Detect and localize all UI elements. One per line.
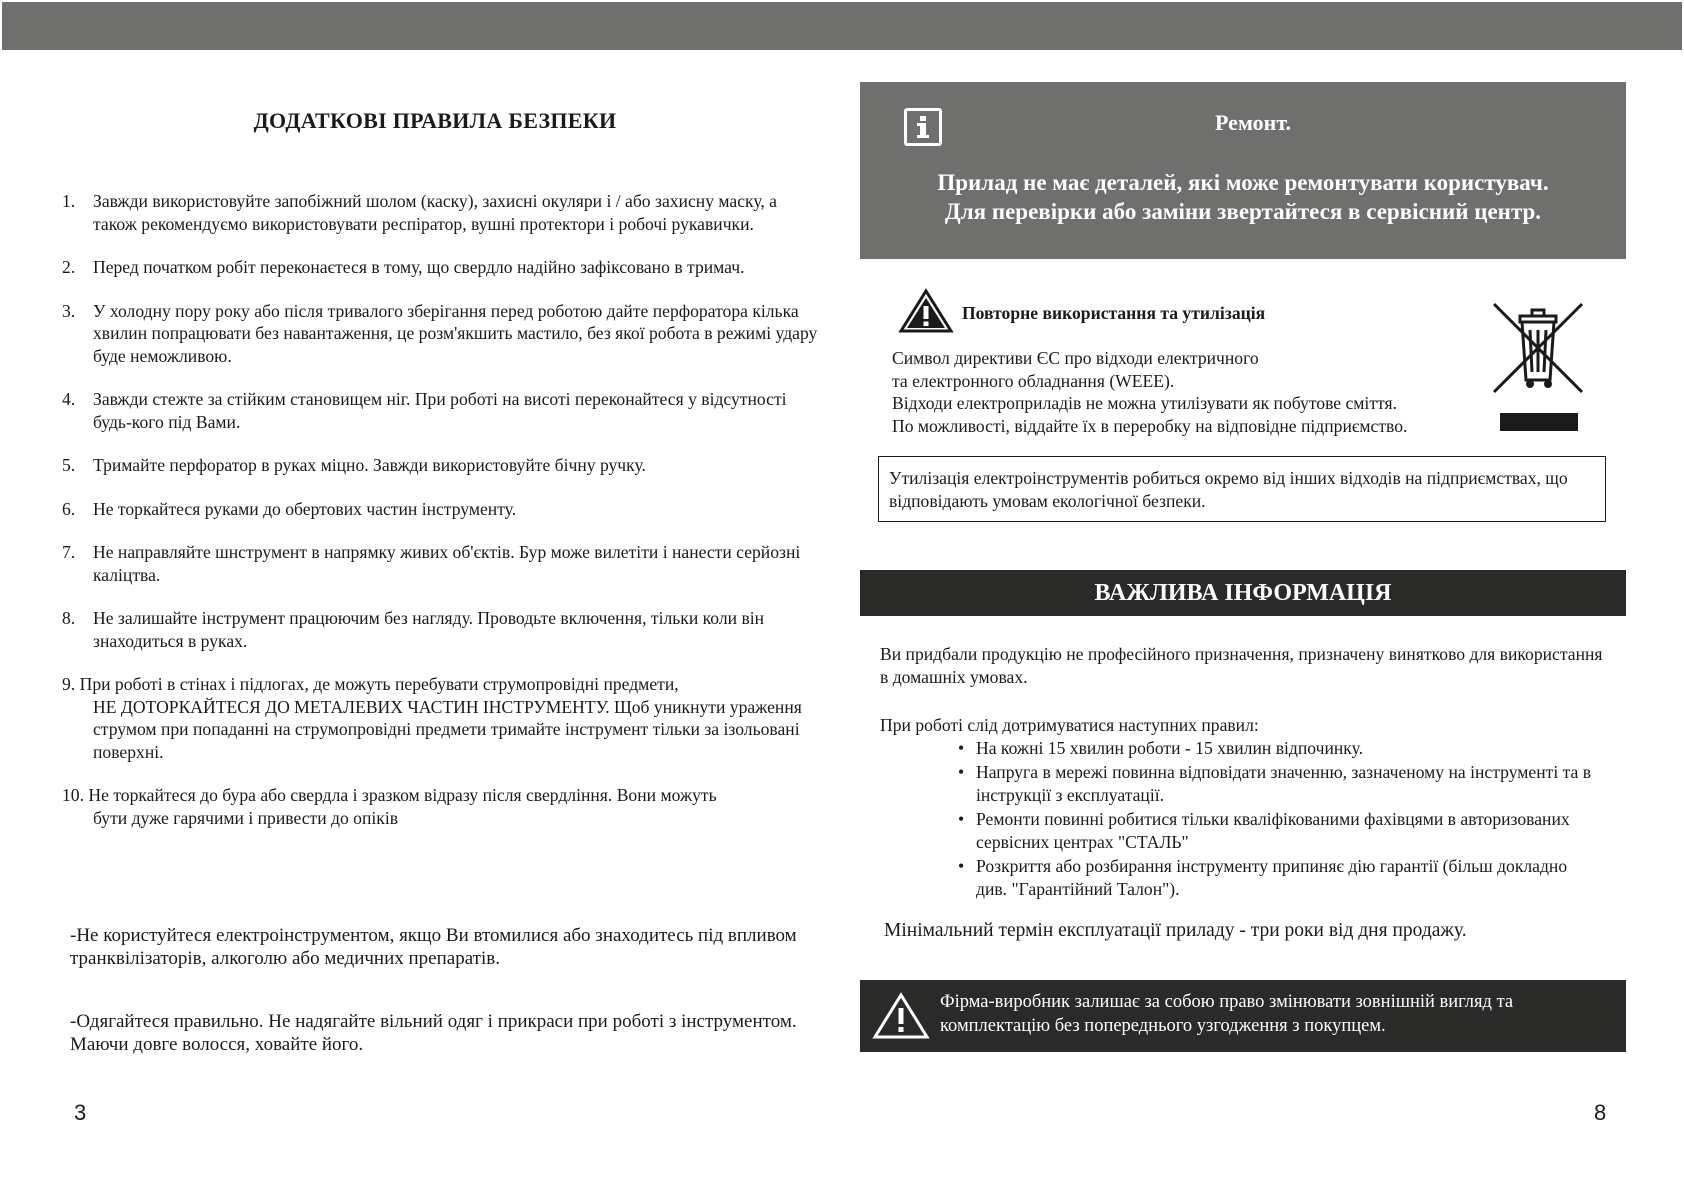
repair-line-2: Для перевірки або заміни звертайтеся в сервісний центр. xyxy=(944,199,1542,224)
rule-item xyxy=(62,300,822,368)
rule-item xyxy=(62,190,822,235)
page-title: ДОДАТКОВІ ПРАВИЛА БЕЗПЕКИ xyxy=(253,108,617,133)
top-header-bar xyxy=(2,2,1682,50)
repair-line-1: Прилад не має деталей, які може ремонтувати користувач. xyxy=(937,170,1549,195)
repair-panel xyxy=(860,82,1626,259)
weee-line: Відходи електроприладів не можна утилізувати як побутове сміття. xyxy=(892,393,1397,413)
fatigue-note: -Не користуйтеся електроінструментом, якщо Ви втомилися або знаходитесь під впливом транквілізаторів, алкоголю або медичних препаратів. xyxy=(70,925,797,969)
manufacturer-notice-text: Фірма-виробник залишає за собою право змінювати зовнішній вигляд та комплектацію без попереднього узгодження з покупцем. xyxy=(940,992,1514,1036)
product-purpose-text: Ви придбали продукцію не професійного призначення, призначену винятково для використання в домашніх умовах. xyxy=(880,644,1603,687)
rule-text-rest: НЕ ДОТОРКАЙТЕСЯ ДО МЕТАЛЕВИХ ЧАСТИН ІНСТРУМЕНТУ. Щоб уникнути ураження струмом при попаданні на струмопровідні предмети тримайте інструмент тільки за ізольовані поверхні. xyxy=(93,696,802,762)
minimum-service-life: Мінімальний термін експлуатації приладу - три роки від дня продажу. xyxy=(884,920,1467,941)
list-item: • На кожні 15 хвилин роботи - 15 хвилин відпочинку. xyxy=(958,737,1598,761)
rule-text: Не направляйте шнструмент в напрямку живих об'єктів. Бур може вилетіти і нанести серйозні каліцтва. xyxy=(93,542,801,585)
rule-text: Завжди стежте за стійким становищем ніг. При роботі на висоті переконайтеся у відсутності будь-кого під Вами. xyxy=(93,389,787,432)
warning-icon xyxy=(898,288,954,339)
rule-text-rest: бути дуже гарячими і привести до опіків xyxy=(93,807,399,828)
rule-text: Перед початком робіт переконаєтеся в тому, що свердло надійно зафіксовано в тримач. xyxy=(93,257,745,277)
disposal-note: Утилізація електроінструментів робиться окремо від інших відходів на підприємствах, що відповідають умовам екологічної безпеки. xyxy=(878,456,1606,522)
rule-number: 7. xyxy=(62,542,76,562)
manufacturer-notice-bar xyxy=(860,980,1626,1052)
rule-number: 8. xyxy=(62,608,76,628)
rule-item xyxy=(62,607,822,652)
rule-text-first: Не торкайтеся до бура або свердла і зразком відразу після свердління. Вони можуть xyxy=(88,785,717,805)
list-item: • Ремонти повинні робитися тільки кваліфікованими фахівцями в авторизованих сервісних центрах "СТАЛЬ" xyxy=(958,808,1598,855)
rule-number: 10. xyxy=(62,785,84,805)
list-item: • Розкриття або розбирання інструменту припиняє дію гарантії (більш докладно див. "Гарантійний Талон"). xyxy=(958,855,1598,902)
list-item: • Напруга в мережі повинна відповідати значенню, зазначеному на інструменті та в інструкції з експлуатації. xyxy=(958,761,1598,808)
rule-item xyxy=(62,256,822,279)
crossed-out-bin-icon xyxy=(1490,300,1586,401)
rule-text: Тримайте перфоратор в руках міцно. Завжди використовуйте бічну ручку. xyxy=(93,455,646,475)
rule-item xyxy=(62,498,822,521)
weee-marker-bar xyxy=(1500,413,1578,431)
page-number-left: 3 xyxy=(74,1100,87,1125)
rule-text: Завжди використовуйте запобіжний шолом (каску), захисні окуляри і / або захисну маску, а також рекомендуємо використовувати респіратор, вушні протектори і робочі рукавички. xyxy=(93,191,777,234)
rule-item xyxy=(62,454,822,477)
usage-rules-intro: При роботі слід дотримуватися наступних правил: xyxy=(880,715,1259,735)
rule-number: 9. xyxy=(62,674,76,694)
rule-text: Не залишайте інструмент працюючим без нагляду. Проводьте включення, тільки коли він знаходиться в руках. xyxy=(93,608,765,651)
warning-icon xyxy=(872,992,930,1045)
page-number-right: 8 xyxy=(1594,1100,1607,1125)
rule-number: 5. xyxy=(62,455,76,475)
usage-rules-list xyxy=(958,737,1598,902)
recycling-title: Повторне використання та утилізація xyxy=(962,303,1266,323)
repair-title: Ремонт. xyxy=(1215,110,1291,135)
weee-line: Символ директиви ЄС про відходи електричного xyxy=(892,348,1259,368)
safety-rules-list xyxy=(62,190,822,850)
rule-text-first: При роботі в стінах і підлогах, де можуть перебувати струмопровідні предмети, xyxy=(79,674,679,694)
rule-number: 1. xyxy=(62,191,76,211)
repair-text xyxy=(860,168,1626,226)
rule-number: 2. xyxy=(62,257,76,277)
rule-item xyxy=(62,541,822,586)
rule-item xyxy=(62,388,822,433)
rule-item xyxy=(62,784,822,829)
rule-number: 6. xyxy=(62,498,76,519)
weee-description xyxy=(892,347,1492,437)
rule-number: 4. xyxy=(62,389,76,409)
rule-number: 3. xyxy=(62,300,76,321)
important-info-header: ВАЖЛИВА ІНФОРМАЦІЯ xyxy=(860,570,1626,616)
weee-line: По можливості, віддайте їх в переробку на відповідне підприємство. xyxy=(892,415,1408,436)
rule-text: У холодну пору року або після тривалого зберігання перед роботою дайте перфоратора кілька хвилин попрацювати без навантаження, це розм'якшить мастило, без якої робота в режимі удару буде неможливою. xyxy=(93,300,818,366)
weee-line: та електронного обладнання (WEEE). xyxy=(892,370,1175,391)
rule-item xyxy=(62,673,822,763)
rule-text: Не торкайтеся руками до обертових частин інструменту. xyxy=(93,498,517,519)
clothing-note: -Одягайтеся правильно. Не надягайте вільний одяг і прикраси при роботі з інструментом. Маючи довге волосся, ховайте його. xyxy=(70,1011,797,1055)
